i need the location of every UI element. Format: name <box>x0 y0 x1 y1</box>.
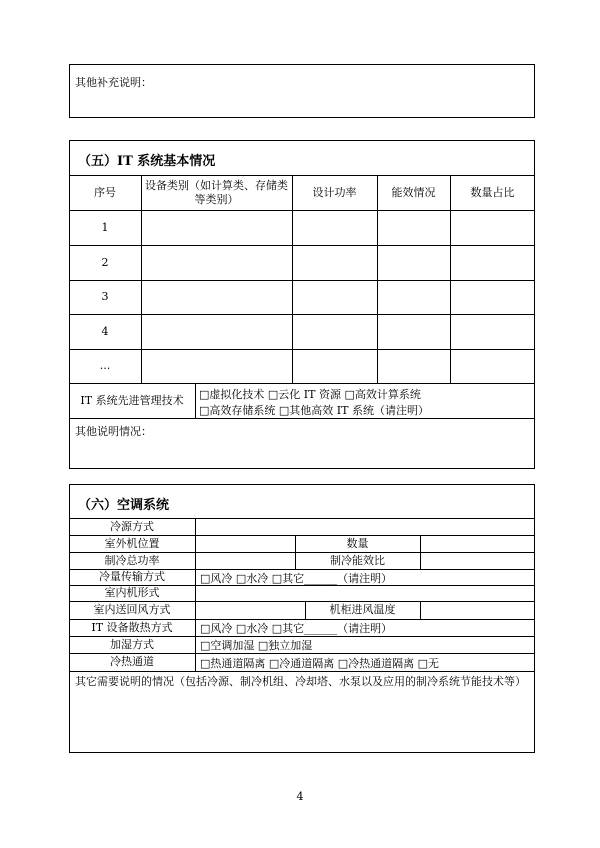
ac-transfer-options: □风冷 □水冷 □其它______（请注明） <box>200 572 393 585</box>
ac-label-it-cooling: IT 设备散热方式 <box>91 620 173 634</box>
header-efficiency: 能效情况 <box>391 185 436 199</box>
section5-title: （五）IT 系统基本情况 <box>78 154 216 169</box>
ac-label-indoor-form: 室内机形式 <box>104 586 160 599</box>
row-seq-4: 4 <box>101 324 109 338</box>
row-seq-more: ... <box>99 359 111 372</box>
adv-mgmt-label: IT 系统先进管理技术 <box>80 393 184 407</box>
header-ratio: 数量占比 <box>470 185 515 199</box>
ac-label-transfer: 冷量传输方式 <box>99 570 165 583</box>
section6-title: （六）空调系统 <box>78 498 170 513</box>
section5-other-label: 其他说明情况： <box>75 425 152 438</box>
ac-label-humidify: 加湿方式 <box>110 637 154 651</box>
header-category: 设备类别（如计算类、存储类等类别） <box>145 178 288 206</box>
ac-label-aisle: 冷热通道 <box>110 655 154 668</box>
ac-label-quantity: 数量 <box>346 536 369 550</box>
top-note-box <box>69 64 535 118</box>
ac-label-eer: 制冷能效比 <box>330 553 385 567</box>
header-seq: 序号 <box>94 185 116 199</box>
adv-mgmt-options-line2: □高效存储系统 □其他高效 IT 系统（请注明） <box>199 404 429 417</box>
row-seq-3: 3 <box>101 290 109 303</box>
ac-label-cold-source: 冷源方式 <box>110 519 154 533</box>
header-power: 设计功率 <box>312 185 357 199</box>
row-seq-2: 2 <box>101 255 109 269</box>
ac-humidify-options: □空调加湿 □独立加湿 <box>200 639 313 652</box>
row-seq-1: 1 <box>101 220 109 234</box>
ac-label-inlet-temp: 机柜进风温度 <box>329 603 396 616</box>
ac-aisle-options: □热通道隔离 □冷通道隔离 □冷热通道隔离 □无 <box>200 657 440 670</box>
ac-it-cooling-options: □风冷 □水冷 □其它______（请注明） <box>200 622 393 635</box>
ac-label-outdoor-location: 室外机位置 <box>104 536 160 550</box>
page-number: 4 <box>296 790 304 803</box>
ac-label-airflow: 室内送回风方式 <box>93 603 171 616</box>
section6-other-label: 其它需要说明的情况（包括冷源、制冷机组、冷却塔、水泵以及应用的制冷系统节能技术等） <box>75 675 526 688</box>
top-note-label: 其他补充说明： <box>75 76 152 89</box>
ac-label-total-power: 制冷总功率 <box>104 553 160 567</box>
adv-mgmt-options-line1: □虚拟化技术 □云化 IT 资源 □高效计算系统 <box>199 388 421 401</box>
